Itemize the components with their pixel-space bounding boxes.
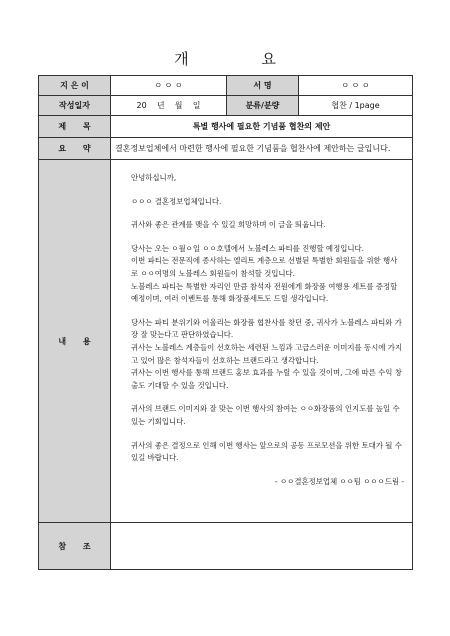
subject-row bbox=[39, 116, 413, 138]
category-label: 분류/분량 bbox=[227, 96, 299, 116]
subject-value: 특별 행사에 필요한 기념품 협찬의 제안 bbox=[111, 116, 413, 138]
author-value: ㅇ ㅇ ㅇ bbox=[111, 76, 227, 96]
reference-value bbox=[111, 523, 413, 570]
summary-label: 요 약 bbox=[39, 138, 111, 160]
summary-value: 결혼정보업체에서 마련한 행사에 필요한 기념품을 협찬사에 제안하는 글입니다. bbox=[111, 138, 413, 160]
date-label: 작성일자 bbox=[39, 96, 111, 116]
content-row bbox=[39, 160, 413, 523]
signature-label: 서 명 bbox=[227, 76, 299, 96]
reference-label: 참 조 bbox=[39, 523, 111, 570]
content-paragraph: 안녕하십니까, bbox=[131, 173, 177, 182]
category-value: 협찬 / 1page bbox=[299, 96, 413, 116]
reference-row bbox=[39, 523, 413, 570]
summary-row bbox=[39, 138, 413, 160]
content-paragraph: 당사는 오는 ㅇ월ㅇ일 ㅇㅇ호텔에서 노블레스 파티를 진행할 예정입니다. 이번 파티는 전문직에 종사하는 엘리트 계층으로 선별된 특별한 회원들을 위한 행사로 ㅇㅇ여명의 노블레스 회원들이 참석할 것입니다. 노블레스 파티는 특별한 자리인 만큼 참석자 전원에게 화장품 여행용 세트를 증정할 예정이며, 여러 이벤트를 통해 화장품세트도 드릴 생각입니다. bbox=[131, 243, 398, 304]
signature-line: - ㅇㅇ결혼정보업체 ㅇㅇ팀 ㅇㅇㅇ드림 - bbox=[275, 476, 404, 486]
signature-value: ㅇ ㅇ ㅇ bbox=[299, 76, 413, 96]
content-label: 내 용 bbox=[39, 160, 111, 523]
author-row bbox=[39, 76, 413, 96]
content-paragraph: 당사는 파티 분위기와 어울리는 화장품 협찬사를 찾던 중, 귀사가 노블레스 파티와 가장 잘 맞는다고 판단하였습니다. 귀사는 노블레스 계층들이 선호하는 세련된 느낌과 고급스러운 이미지를 동시에 가지고 있어 많은 참석자들이 선호하는 브랜드라고 생각합니다. 귀사는 이번 행사를 통해 브랜드 홍보 효과를 누릴 수 있을 것이며, 그에 따른 수익 창출도 기대할 수 있을 것입니다. bbox=[131, 317, 403, 390]
subject-label: 제 목 bbox=[39, 116, 111, 138]
author-label: 지 은 이 bbox=[39, 76, 111, 96]
content-paragraph: 귀사와 좋은 관계를 맺을 수 있길 희망하며 이 글을 띄웁니다. bbox=[131, 220, 326, 230]
summary-form bbox=[38, 75, 413, 570]
date-row bbox=[39, 96, 413, 116]
content-paragraph: 귀사의 브랜드 이미지와 잘 맞는 이번 행사의 참여는 ㅇㅇ화장품의 인지도를 높일 수 있는 기회입니다. bbox=[131, 404, 400, 426]
content-body bbox=[111, 160, 413, 523]
content-paragraph: 귀사의 좋은 결정으로 인해 이번 행사는 앞으로의 공동 프로모션을 위한 토대가 될 수 있길 바랍니다. bbox=[131, 440, 402, 463]
date-value: 20 년 월 일 bbox=[111, 96, 227, 116]
document-title: 개 요 bbox=[174, 50, 310, 68]
content-paragraph: ㅇㅇㅇ 결혼정보업체입니다. bbox=[131, 196, 222, 206]
